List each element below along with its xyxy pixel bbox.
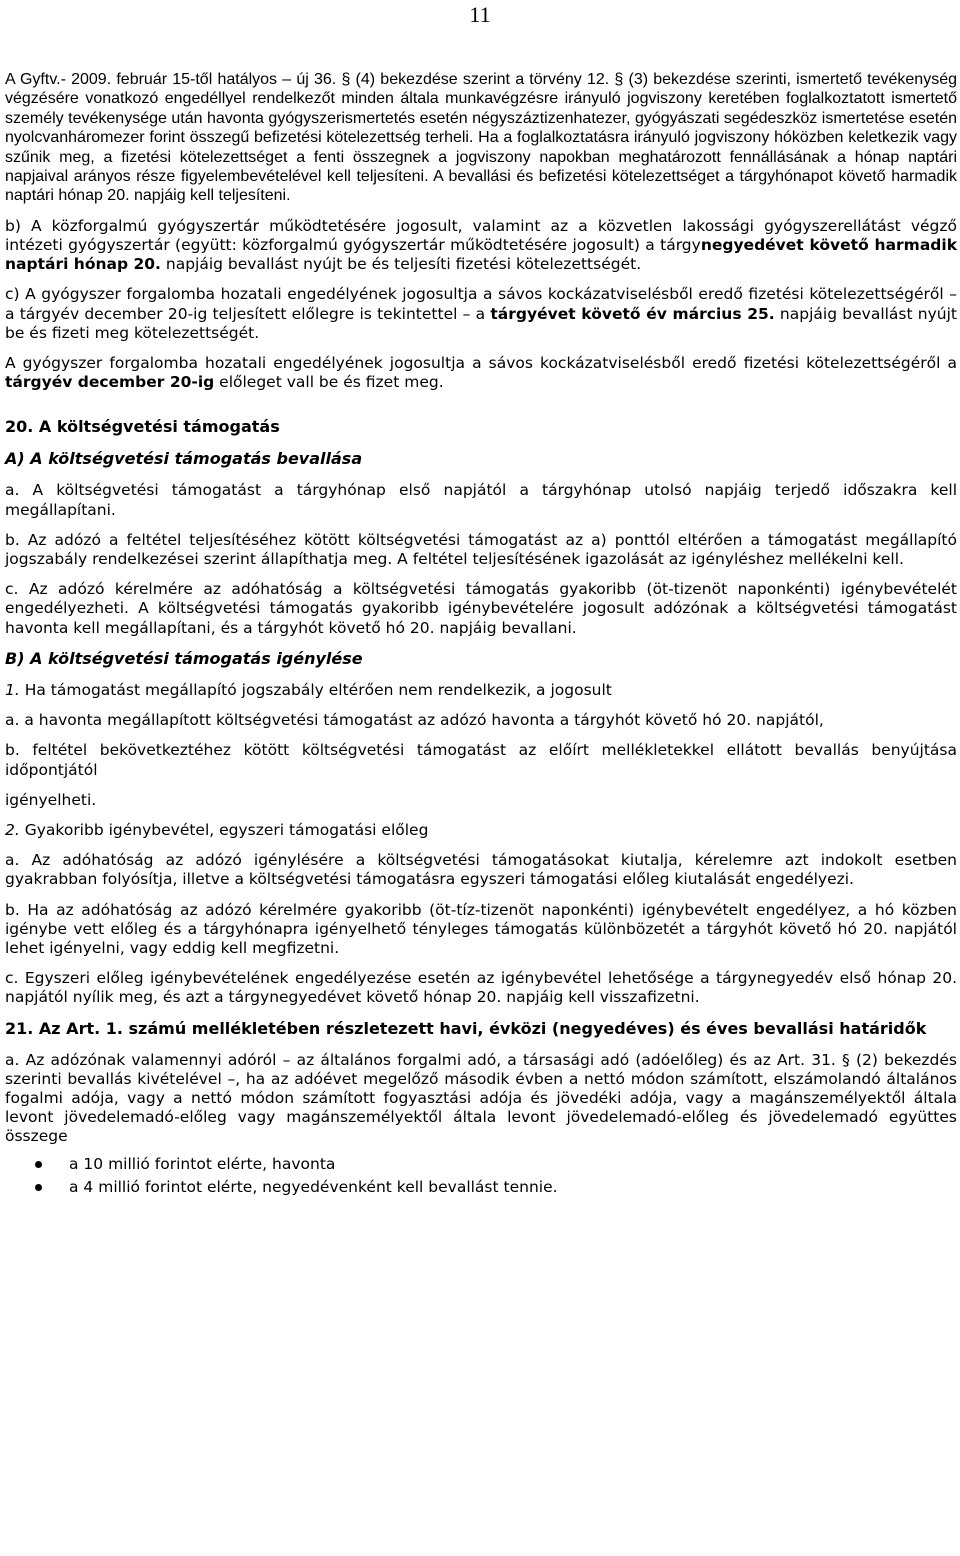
paragraph-c-text-1: c) A gyógyszer forgalomba hozatali engedélyének jogosultja a sávos kockázatviselésből eredő fizetési kötelezettségéről – a tárgyév december 20-ig teljesített előlegre is tekintettel – a — [5, 285, 957, 323]
list-item-text: a 10 millió forintot elérte, havonta — [69, 1154, 336, 1173]
list-item — [5, 1176, 957, 1199]
section-20-heading: 20. A költségvetési támogatás — [5, 417, 280, 437]
subsection-b-item-1 — [5, 681, 957, 700]
bullet-list — [5, 1153, 957, 1199]
intro-paragraph: A Gyftv.- 2009. február 15-től hatályos – új 36. § (4) bekezdése szerint a törvény 12. § (3) bekezdése szerinti, ismertető tevékenység végzésére vonatkozó engedéllyel rendelkezőt minden általa munkavégzésre irányuló jogviszony keretében foglalkoztatott ismertető személy tevékenysége után havonta gyógyszerismertetés esetén négyszáztizenhatezer, gyógyászati segédeszköz ismertetése esetén nyolcvanháromezer forint összegű befizetési kötelezettség terheli. Ha a foglalkoztatásra irányuló jogviszony hóközben keletkezik vagy szűnik meg, a fizetési kötelezettséget a fenti összegnek a jogviszony napokban meghatározott fennállásának a hónap naptári napjaival arányos része figyelembevételével kell teljesíteni. A bevallási és befizetési kötelezettséget a tárgyhónapot követő harmadik naptári hónap 20. napjáig kell teljesíteni. — [5, 71, 957, 205]
paragraph-d — [5, 354, 957, 392]
item-1-end: igényelheti. — [5, 790, 97, 809]
section-21-heading: 21. Az Art. 1. számú mellékletében részletezett havi, évközi (negyedéves) és éves bevallási határidők — [5, 1018, 927, 1038]
section-20-a: a. A költségvetési támogatást a tárgyhónap első napjától a tárgyhónap utolsó napjáig terjedő időszakra kell megállapítani. — [5, 481, 957, 519]
item-2-number: 2. — [5, 820, 20, 839]
paragraph-d-text-1: A gyógyszer forgalomba hozatali engedélyének jogosultja a sávos kockázatviselésből eredő fizetési kötelezettségéről a — [5, 354, 957, 373]
paragraph-c-text-2: napjáig bevallást nyújt be és fizeti meg kötelezettségét. — [5, 304, 958, 342]
list-item — [5, 1153, 957, 1176]
item-2-c: c. Egyszeri előleg igénybevételének engedélyezése esetén az igénybevétel lehetősége a tárgynegyedév első hónap 20. napjától nyílik meg, és azt a tárgynegyedévet követő hónap 20. napjáig kell visszafizetni. — [5, 969, 957, 1007]
section-21-a: a. Az adózónak valamennyi adóról – az általános forgalmi adó, a társasági adó (adóelőleg) és az Art. 31. § (2) bekezdés szerinti bevallás kivételével –, ha az adóévet megelőző második évben a nettó módon számított, elszámolandó általános fogalmi adója, vagy a nettó módon számított fogyasztási adója és jövedéki adója, vagy a magánszemélyektől általa levont jövedelemadó-előleg vagy magánszemélyektől általa levont jövedelemadó-előleg és jövedelemadó együttes összege — [5, 1050, 957, 1146]
item-2-b: b. Ha az adóhatóság az adózó kérelmére gyakoribb (öt-tíz-tizenöt naponkénti) igénybevételt engedélyez, a hó közben igénybe vett előleg és a tárgyhónapra igényelhető tényleges támogatás különbözetét a tárgyhót követő hó 20. napjától lehet igényelni, vagy eddig kell megfizetni. — [5, 900, 957, 957]
section-20-b: b. Az adózó a feltétel teljesítéséhez kötött költségvetési támogatást az a) ponttól eltérően a támogatást megállapító jogszabály rendelkezései szerint állapíthatja meg. A feltétel teljesítésének igazolását az igényléshez mellékelni kell. — [5, 530, 957, 569]
paragraph-b — [5, 217, 957, 275]
item-1-number: 1. — [5, 680, 20, 699]
bullet-icon — [35, 1184, 42, 1191]
paragraph-c — [5, 285, 957, 343]
paragraph-d-bold: tárgyév december 20-ig — [5, 373, 215, 392]
item-2-a: a. Az adóhatóság az adózó igénylésére a költségvetési támogatásokat kiutalja, kérelemre azt indokolt esetben gyakrabban folyósítja, illetve a költségvetési támogatásra egyszeri támogatási előleg kiutalását engedélyezi. — [5, 851, 957, 889]
paragraph-b-text-2: napjáig bevallást nyújt be és teljesíti fizetési kötelezettségét. — [160, 255, 642, 274]
bullet-icon — [35, 1161, 42, 1168]
paragraph-d-text-2: előleget vall be és fizet meg. — [214, 373, 444, 392]
item-1-b: b. feltétel bekövetkeztéhez kötött költségvetési támogatást az előírt mellékletekkel ellátott bevallás benyújtása időpontjától — [5, 741, 957, 779]
item-2-text: Gyakoribb igénybevétel, egyszeri támogatási előleg — [19, 820, 429, 839]
subsection-a-heading: A) A költségvetési támogatás bevallása — [5, 449, 363, 469]
document-body — [5, 70, 957, 1199]
subsection-b-heading: B) A költségvetési támogatás igénylése — [5, 648, 363, 668]
section-20-c: c. Az adózó kérelmére az adóhatóság a költségvetési támogatás gyakoribb (öt-tizenöt naponkénti) igénybevételét engedélyezheti. A költségvetési támogatás gyakoribb igénybevételére jogosult adózónak a költségvetési támogatást havonta kell megállapítani, és a tárgyhót követő hó 20. napjáig bevallani. — [5, 580, 957, 637]
paragraph-c-bold: tárgyévet követő év március 25. — [490, 304, 775, 323]
list-item-text: a 4 millió forintot elérte, negyedévenként kell bevallást tennie. — [69, 1177, 558, 1196]
subsection-b-item-2 — [5, 821, 957, 840]
page-number: 11 — [469, 2, 491, 27]
item-1-a: a. a havonta megállapított költségvetési támogatást az adózó havonta a tárgyhót követő hó 20. napjától, — [5, 711, 824, 730]
paragraph-b-bold: negyedévet követő harmadik naptári hónap 20. — [5, 236, 957, 274]
item-1-text: Ha támogatást megállapító jogszabály eltérően nem rendelkezik, a jogosult — [19, 680, 612, 699]
paragraph-b-text-1: b) A közforgalmú gyógyszertár működtetésére jogosult, valamint az a közvetlen lakossági gyógyszerellátást végző intézeti gyógyszertár (együtt: közforgalmú gyógyszertár működtetésére jogosult) a tárgy — [5, 216, 957, 255]
